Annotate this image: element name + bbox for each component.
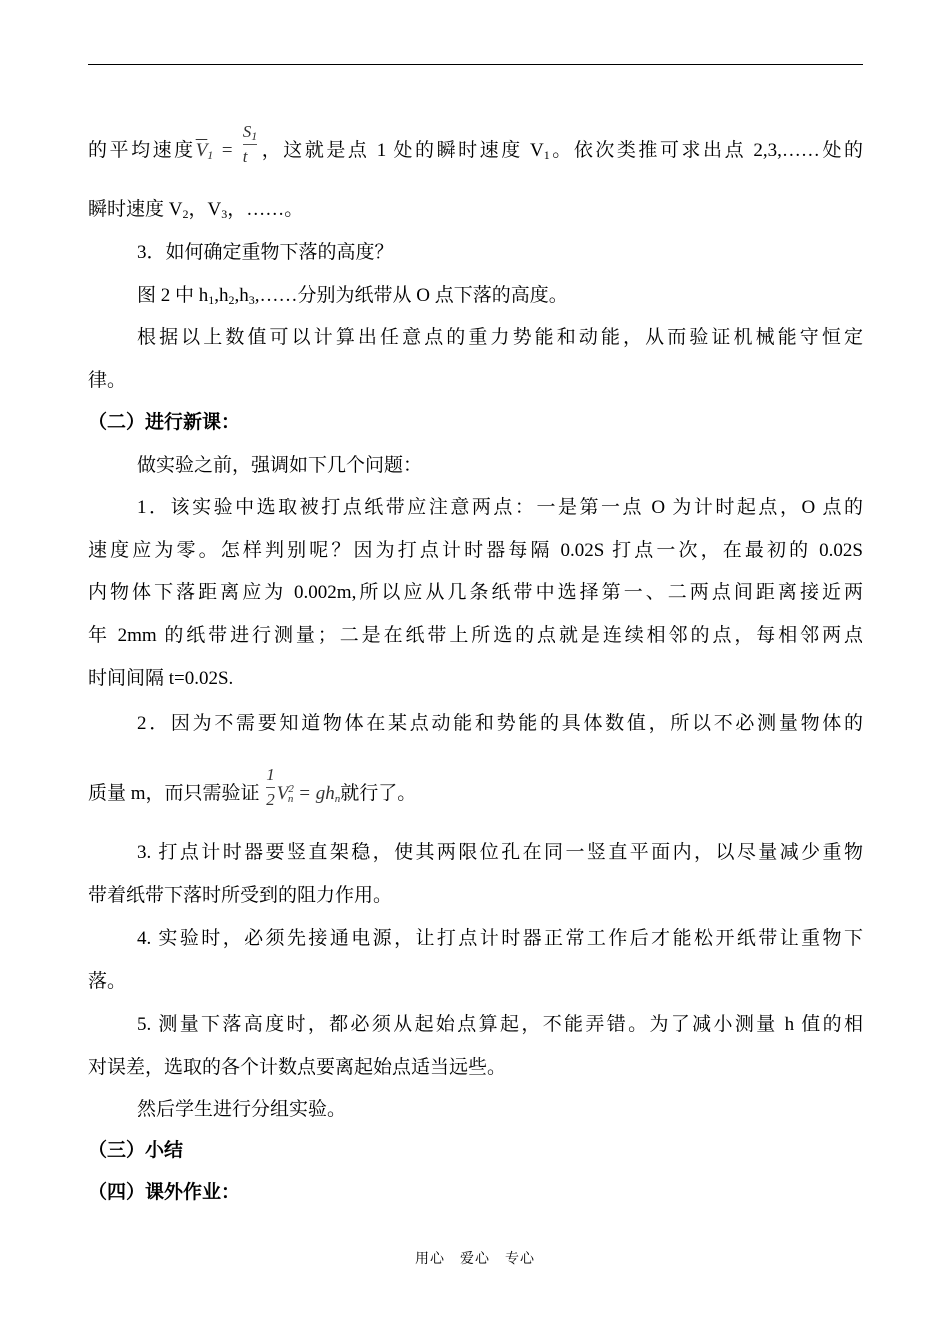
paragraph-line-1: 的平均速度$\overline{V}_1$ = $\frac{S_1}{t}$ ，这就是点 1 处的瞬时速度 $V_1$。依次类推可求出点 2,3,……处的	[88, 122, 863, 166]
paragraph-line-14: 质量 m，而只需验证 $\frac{1}{2}$ $V^2_n = gh_n$就行了。	[88, 765, 417, 809]
paragraph-heights: 图 2 中 $h_1,h_2,h_3,\dots\dots$分别为纸带从 O 点下落的高度。	[137, 285, 568, 307]
paragraph-line-16: 带着纸带下落时所受到的阻力作用。	[88, 885, 393, 906]
paragraph-line-19: 5. 测量下落高度时，都必须从起始点算起，不能弄错。为了减小测量 h 值的相	[137, 1014, 863, 1035]
question-3: 3．如何确定重物下落的高度？	[137, 242, 394, 263]
energy-equation-rhs: = gh	[298, 782, 335, 804]
paragraph-line-11: 年 2mm 的纸带进行测量；二是在纸带上所选的点就是连续相邻的点，每相邻两点	[88, 625, 863, 646]
paragraph-line-9: 速度应为零。怎样判别呢？因为打点计时器每隔 0.02S 打点一次，在最初的 0.02S	[88, 540, 863, 561]
paragraph-line-12: 时间间隔 t=0.02S.	[88, 668, 234, 689]
paragraph-line-18: 落。	[88, 971, 127, 992]
paragraph-line-8: 1．该实验中选取被打点纸带应注意两点：一是第一点 O 为计时起点，O 点的	[137, 497, 863, 518]
paragraph-line-15: 3. 打点计时器要竖直架稳，使其两限位孔在同一竖直平面内，以尽量减少重物	[137, 842, 863, 863]
v1-average-symbol: $\overline{V}$	[195, 139, 208, 161]
equals-sign: =	[220, 139, 234, 161]
section-heading-2: （二）进行新课：	[88, 412, 241, 433]
paragraph-line-7: 做实验之前，强调如下几个问题：	[137, 455, 423, 476]
section-heading-4: （四）课外作业：	[88, 1182, 241, 1203]
paragraph-line-2: 瞬时速度 $V_2$，$V_3$，……。	[88, 199, 304, 221]
page-footer: 用心 爱心 专心	[415, 1251, 535, 1267]
paragraph-line-5: 根据以上数值可以计算出任意点的重力势能和动能，从而验证机械能守恒定	[137, 327, 863, 348]
paragraph-line-10: 内物体下落距离应为 0.002m,所以应从几条纸带中选择第一、二两点间距离接近两	[88, 582, 863, 603]
s1-over-t-fraction: $\frac{S_1}{t}$	[242, 122, 258, 166]
paragraph-line-20: 对误差，选取的各个计数点要离起始点适当远些。	[88, 1057, 507, 1078]
section-heading-3: （三）小结	[88, 1140, 184, 1161]
paragraph-line-13: 2．因为不需要知道物体在某点动能和势能的具体数值，所以不必测量物体的	[137, 713, 863, 734]
header-rule	[88, 64, 863, 65]
paragraph-line-21: 然后学生进行分组实验。	[137, 1099, 347, 1120]
paragraph-line-6: 律。	[88, 370, 127, 391]
paragraph-line-17: 4. 实验时，必须先接通电源，让打点计时器正常工作后才能松开纸带让重物下	[137, 928, 863, 949]
one-half-fraction: $\frac{1}{2}$	[266, 765, 275, 809]
